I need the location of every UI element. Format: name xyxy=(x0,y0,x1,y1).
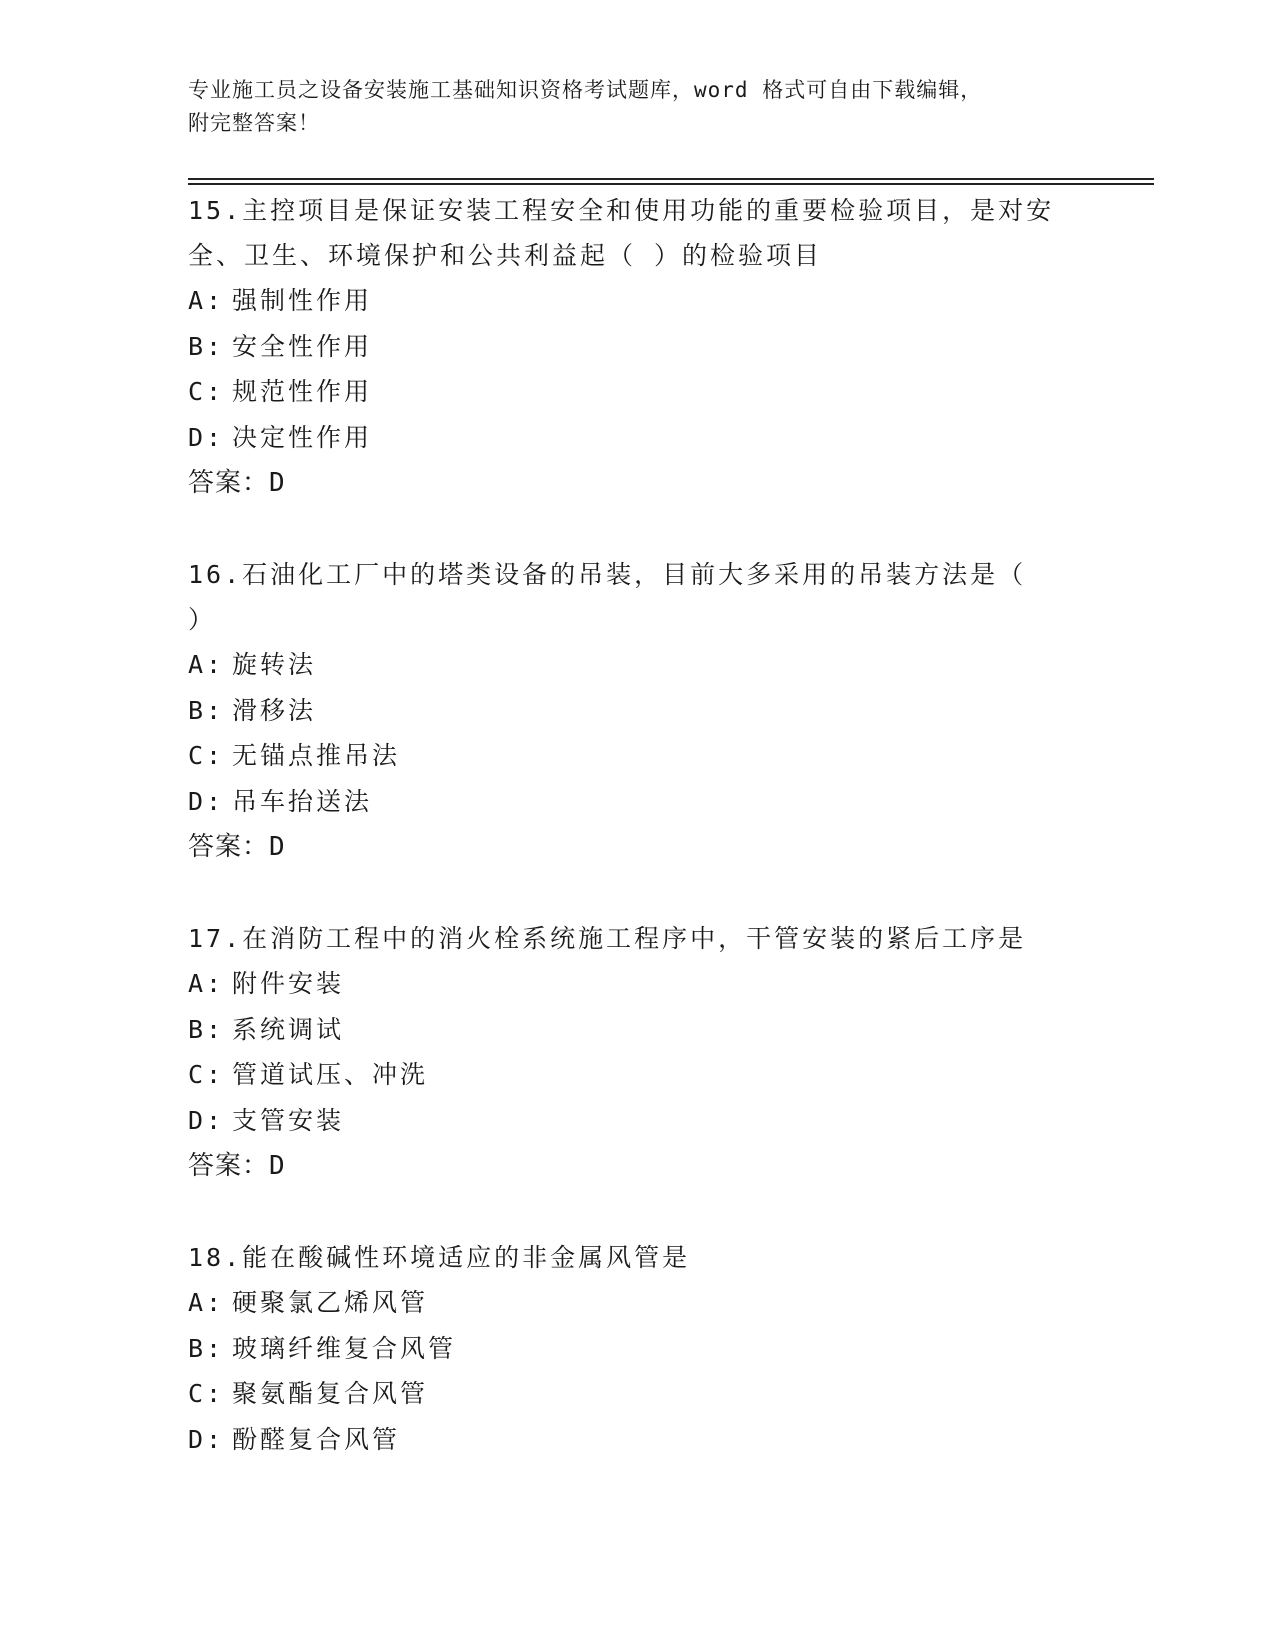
answer-line xyxy=(188,824,1128,870)
question-number: 17. xyxy=(188,924,243,953)
question-text xyxy=(188,916,1128,961)
option-text: 硬聚氯乙烯风管 xyxy=(232,1288,429,1317)
header-line-1: 专业施工员之设备安装施工基础知识资格考试题库，word 格式可自由下载编辑， xyxy=(188,78,983,102)
question-text-line-1: 能在酸碱性环境适应的非金属风管是 xyxy=(242,1243,691,1272)
option-text: 强制性作用 xyxy=(232,286,373,315)
option-a xyxy=(188,1280,1128,1326)
answer-label: 答案： xyxy=(188,468,270,498)
answer-value: D xyxy=(269,832,286,862)
option-text: 安全性作用 xyxy=(232,331,373,361)
option-text: 支管安装 xyxy=(232,1105,345,1135)
answer-value: D xyxy=(269,1151,286,1181)
option-a xyxy=(188,961,1128,1007)
question-text-line-1: 石油化工厂中的塔类设备的吊装，目前大多采用的吊装方法是（ xyxy=(242,560,1027,589)
option-key: A: xyxy=(188,969,225,998)
question-17 xyxy=(188,916,1128,1189)
option-d xyxy=(188,779,1128,825)
answer-line xyxy=(188,460,1128,506)
answer-label: 答案： xyxy=(188,1151,270,1181)
option-text: 吊车抬送法 xyxy=(232,786,373,816)
question-text-line-1: 主控项目是保证安装工程安全和使用功能的重要检验项目，是对安 xyxy=(242,196,1055,225)
question-text-line-2: ） xyxy=(188,605,217,634)
question-18 xyxy=(188,1235,1128,1462)
answer-value: D xyxy=(269,468,286,498)
option-text: 系统调试 xyxy=(232,1014,345,1044)
option-b xyxy=(188,1326,1128,1372)
option-b xyxy=(188,688,1128,734)
question-number: 16. xyxy=(188,560,243,589)
option-text: 滑移法 xyxy=(232,695,317,725)
option-c xyxy=(188,1052,1128,1098)
header-divider-top xyxy=(188,178,1154,180)
option-key: D: xyxy=(188,1424,225,1454)
option-key: B: xyxy=(188,331,225,361)
option-key: A: xyxy=(188,1288,225,1317)
option-key: D: xyxy=(188,786,225,816)
option-text: 管道试压、冲洗 xyxy=(232,1060,429,1089)
option-text: 酚醛复合风管 xyxy=(232,1424,401,1454)
question-text-line-1: 在消防工程中的消火栓系统施工程序中，干管安装的紧后工序是 xyxy=(242,924,1027,953)
question-16 xyxy=(188,552,1128,870)
option-text: 旋转法 xyxy=(232,650,317,679)
option-key: C: xyxy=(188,377,225,406)
option-a xyxy=(188,642,1128,688)
option-d xyxy=(188,1417,1128,1463)
question-15 xyxy=(188,188,1128,506)
option-c xyxy=(188,733,1128,779)
answer-line xyxy=(188,1143,1128,1189)
option-text: 决定性作用 xyxy=(232,422,373,452)
option-key: C: xyxy=(188,741,225,770)
option-key: D: xyxy=(188,1105,225,1135)
question-text-line-2: 全、卫生、环境保护和公共利益起（ ）的检验项目 xyxy=(188,241,823,270)
option-d xyxy=(188,415,1128,461)
question-number: 18. xyxy=(188,1243,243,1272)
option-key: B: xyxy=(188,1333,225,1363)
header-line-2: 附完整答案！ xyxy=(188,111,320,135)
option-key: C: xyxy=(188,1379,225,1408)
option-key: B: xyxy=(188,695,225,725)
option-key: B: xyxy=(188,1014,225,1044)
option-key: A: xyxy=(188,286,225,315)
option-key: A: xyxy=(188,650,225,679)
option-text: 无锚点推吊法 xyxy=(232,741,401,770)
option-a xyxy=(188,278,1128,324)
option-b xyxy=(188,1007,1128,1053)
option-text: 规范性作用 xyxy=(232,377,373,406)
option-b xyxy=(188,324,1128,370)
question-text xyxy=(188,1235,1128,1280)
question-number: 15. xyxy=(188,196,243,225)
option-key: C: xyxy=(188,1060,225,1089)
header-divider-bottom xyxy=(188,183,1154,185)
option-c xyxy=(188,369,1128,415)
option-d xyxy=(188,1098,1128,1144)
option-c xyxy=(188,1371,1128,1417)
question-text xyxy=(188,552,1128,597)
option-key: D: xyxy=(188,422,225,452)
document-header xyxy=(188,74,1088,140)
option-text: 附件安装 xyxy=(232,969,345,998)
answer-label: 答案： xyxy=(188,832,270,862)
option-text: 聚氨酯复合风管 xyxy=(232,1379,429,1408)
option-text: 玻璃纤维复合风管 xyxy=(232,1333,457,1363)
question-text xyxy=(188,188,1128,233)
question-list xyxy=(188,188,1128,1508)
